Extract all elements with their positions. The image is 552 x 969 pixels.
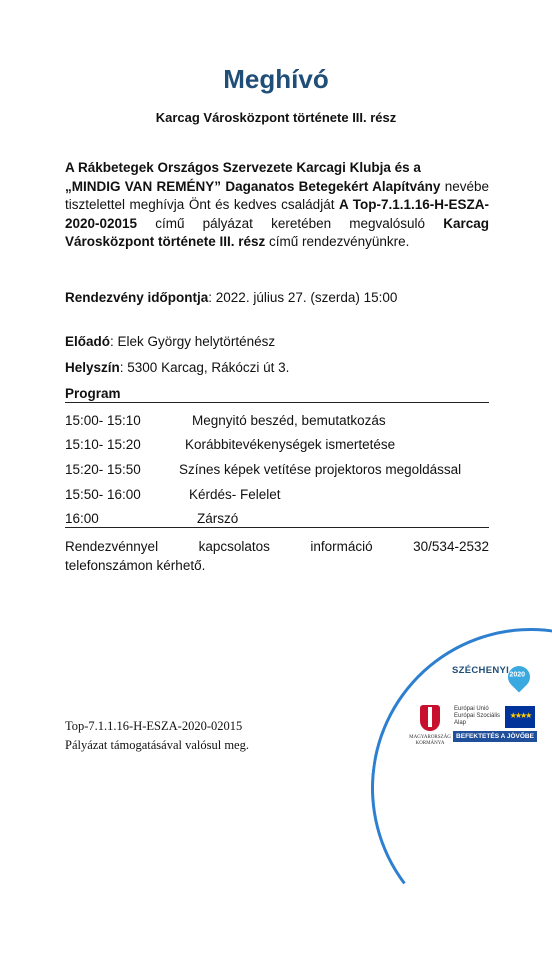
event-time [65,290,397,305]
contact-word: kapcsolatos [198,539,270,554]
event-time-label: Rendezvény időpontja [65,290,209,305]
szechenyi-logo-text: SZÉCHENYI [452,665,510,676]
venue-value: : 5300 Karcag, Rákóczi út 3. [119,360,290,375]
footer-support-text: Pályázat támogatásával valósul meg. [65,738,249,752]
speaker [65,334,275,349]
event-name: Karcag Városközpont története III. rész [65,215,489,249]
program-desc: Színes képek vetítése projektoros megoldással [179,462,462,477]
footer [65,717,249,755]
hungarian-crest-icon [420,705,440,731]
program-desc: Zárszó [197,511,239,526]
organizer-2: „MINDIG VAN REMÉNY” Daganatos Betegekért Alapítvány [65,178,441,194]
contact-line-2: telefonszámon kérhető. [65,557,206,573]
page-title: Meghívó [223,64,329,94]
program-desc: Megnyitó beszéd, bemutatkozás [192,413,386,428]
program-time: 15:20- 15:50 [65,462,141,477]
investment-banner: BEFEKTETÉS A JÖVŐBE [453,731,537,742]
intro-text-3: című rendezvényünkre. [265,234,410,249]
program-row [65,437,489,455]
event-subtitle: Karcag Városközpont története III. rész [155,110,397,125]
organizer-1: A Rákbetegek Országos Szervezete Karcagi Klubja és a [65,160,421,175]
program-row [65,413,489,431]
eu-label [454,706,500,727]
program-row [65,487,489,505]
eu-line-3: Alap [454,720,467,726]
intro-text-1: nevébe tisztelettel meghívja Önt és kedves családját [65,178,489,212]
program-row [65,462,489,480]
contact-info [65,538,489,575]
eu-flag-icon: ★★★★ [505,706,535,728]
invitation-text [65,159,489,252]
program-heading: Program [65,386,489,403]
venue [65,360,289,375]
contact-word: információ [310,539,373,554]
government-label [408,735,452,747]
project-code: A Top-7.1.1.16-H-ESZA-2020-02015 [65,197,489,231]
venue-label: Helyszín [65,360,120,375]
program-divider [65,527,489,528]
decorative-arc [350,607,552,968]
program-time: 15:00- 15:10 [65,413,141,428]
eu-line-2: Európai Szociális [454,713,501,719]
program-time: 16:00 [65,511,99,526]
gov-line-1: MAGYARORSZÁG [409,735,451,740]
contact-word: Rendezvénnyel [65,539,159,554]
speaker-label: Előadó [65,334,111,349]
program-time: 15:10- 15:20 [65,437,141,452]
speaker-value: : Elek György helytörténész [110,334,276,349]
program-desc: Korábbitevékenységek ismertetése [185,437,396,452]
event-time-value: : 2022. július 27. (szerda) 15:00 [208,290,398,305]
eu-line-1: Európai Unió [454,706,489,712]
intro-text-2: című pályázat keretében megvalósuló [137,215,444,231]
footer-project-code: Top-7.1.1.16-H-ESZA-2020-02015 [65,719,243,733]
program-time: 15:50- 16:00 [65,487,141,502]
program-desc: Kérdés- Felelet [189,487,281,502]
contact-phone: 30/534-2532 [413,539,489,554]
gov-line-2: KORMÁNYA [415,741,445,746]
szechenyi-year: 2020 [509,671,526,679]
